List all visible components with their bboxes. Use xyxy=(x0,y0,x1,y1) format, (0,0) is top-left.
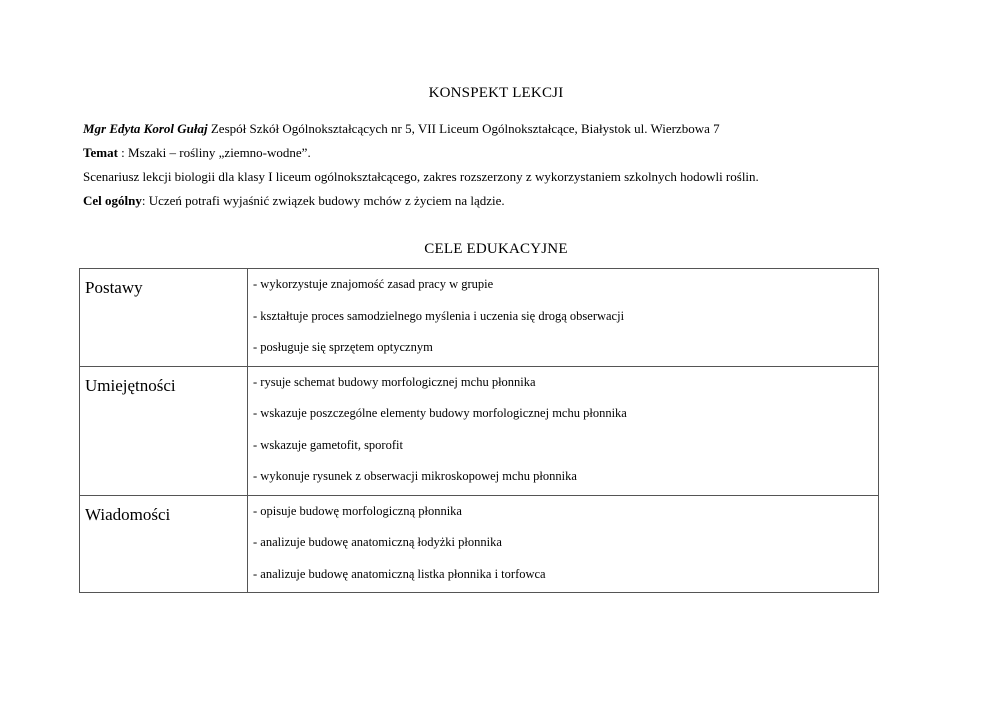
category-cell: Wiadomości xyxy=(80,495,248,593)
author-line xyxy=(83,121,943,137)
general-goal-label: Cel ogólny xyxy=(83,193,142,208)
table-row xyxy=(80,495,879,593)
category-cell: Postawy xyxy=(80,269,248,367)
list-item: - analizuje budowę anatomiczną listka płonnika i torfowca xyxy=(253,566,546,581)
list-item: - opisuje budowę morfologiczną płonnika xyxy=(253,503,462,518)
category-cell: Umiejętności xyxy=(80,366,248,495)
topic-text: : Mszaki – rośliny „ziemno-wodne”. xyxy=(117,145,311,160)
items-cell xyxy=(248,269,879,367)
list-item: - rysuje schemat budowy morfologicznej mchu płonnika xyxy=(253,374,536,389)
list-item: - kształtuje proces samodzielnego myślenia i uczenia się drogą obserwacji xyxy=(253,308,625,323)
document-title: KONSPEKT LEKCJI xyxy=(428,85,564,101)
general-goal-text: : Uczeń potrafi wyjaśnić związek budowy mchów z życiem na lądzie. xyxy=(141,193,505,208)
list-item: - wykonuje rysunek z obserwacji mikroskopowej mchu płonnika xyxy=(253,469,577,483)
list-item: - wskazuje poszczególne elementy budowy morfologicznej mchu płonnika xyxy=(253,406,627,420)
items-cell xyxy=(248,366,879,495)
school-info: Zespół Szkół Ogólnokształcących nr 5, VII Liceum Ogólnokształcące, Białystok ul. Wierzbowa 7 xyxy=(207,121,720,136)
items-cell xyxy=(248,495,879,593)
general-goal-line xyxy=(83,193,943,209)
goals-table xyxy=(79,268,879,593)
section-title: CELE EDUKACYJNE xyxy=(424,241,568,257)
list-item: - posługuje się sprzętem optycznym xyxy=(253,340,433,354)
list-item: - wykorzystuje znajomość zasad pracy w grupie xyxy=(253,277,494,291)
topic-line xyxy=(83,145,943,161)
table-row xyxy=(80,269,879,367)
topic-label: Temat xyxy=(83,145,118,160)
table-row xyxy=(80,366,879,495)
scenario-line: Scenariusz lekcji biologii dla klasy I liceum ogólnokształcącego, zakres rozszerzony z wykorzystaniem szkolnych hodowli roślin. xyxy=(83,169,759,184)
list-item: - analizuje budowę anatomiczną łodyżki płonnika xyxy=(253,535,502,549)
list-item: - wskazuje gametofit, sporofit xyxy=(253,437,403,452)
author-name: Mgr Edyta Korol Gułaj xyxy=(83,121,208,136)
